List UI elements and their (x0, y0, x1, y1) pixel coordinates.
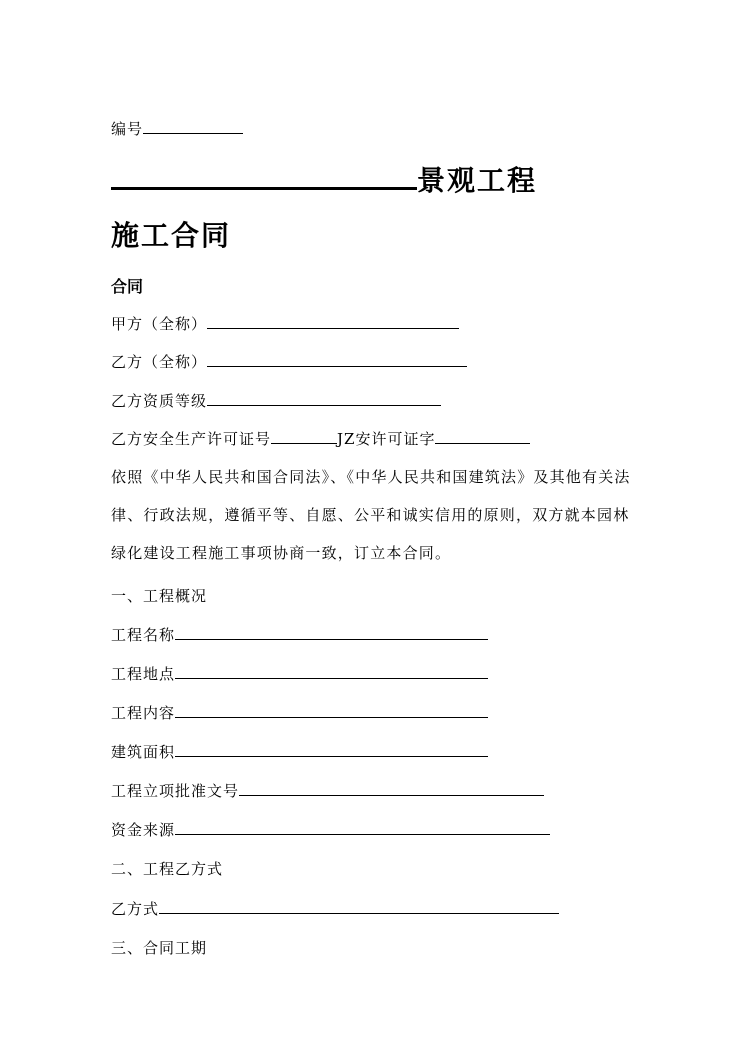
building-area-field (111, 741, 488, 762)
qualification-field (111, 390, 441, 411)
section-heading: 合同 (111, 277, 144, 296)
method-heading: 二、工程乙方式 (111, 860, 224, 878)
safety-license-blank[interactable] (271, 429, 337, 444)
party-b-field (111, 351, 467, 372)
approval-number-input[interactable] (239, 781, 544, 796)
serial-number-blank[interactable] (143, 119, 243, 134)
project-name-label: 工程名称 (111, 626, 176, 644)
period-heading: 三、合同工期 (111, 939, 208, 957)
party-b-blank[interactable] (207, 352, 467, 367)
funding-source-input[interactable] (175, 820, 550, 835)
building-area-input[interactable] (175, 742, 488, 757)
overview-heading: 一、工程概况 (111, 587, 208, 605)
method-input[interactable] (159, 899, 559, 914)
building-area-label: 建筑面积 (111, 743, 176, 761)
qualification-label: 乙方资质等级 (111, 392, 208, 410)
approval-number-label: 工程立项批准文号 (111, 782, 240, 800)
safety-license-label: 乙方安全生产许可证号 (111, 430, 272, 448)
method-label: 乙方式 (111, 900, 160, 918)
project-name-field (111, 624, 488, 645)
project-location-input[interactable] (175, 664, 488, 679)
project-name-input[interactable] (175, 625, 488, 640)
project-name-blank[interactable] (111, 153, 417, 190)
title-line-2: 施工合同 (111, 219, 232, 252)
qualification-blank[interactable] (207, 391, 441, 406)
party-a-blank[interactable] (207, 314, 459, 329)
license-field (111, 428, 530, 449)
serial-number-field (111, 118, 243, 139)
method-field (111, 898, 559, 919)
jz-license-blank[interactable] (435, 429, 530, 444)
funding-source-label: 资金来源 (111, 821, 176, 839)
project-location-label: 工程地点 (111, 665, 176, 683)
jz-license-label: JZ安许可证字 (337, 430, 436, 448)
party-b-label: 乙方（全称） (111, 353, 208, 371)
approval-number-field (111, 780, 544, 801)
project-content-label: 工程内容 (111, 704, 176, 722)
title-line-1 (111, 153, 537, 199)
funding-source-field (111, 819, 550, 840)
project-location-field (111, 663, 488, 684)
project-content-input[interactable] (175, 703, 488, 718)
party-a-label: 甲方（全称） (111, 315, 208, 333)
intro-paragraph: 依照《中华人民共和国合同法》、《中华人民共和国建筑法》及其他有关法律、行政法规，遵循平等、自愿、公平和诚实信用的原则，双方就本园林绿化建设工程施工事项协商一致，订立本合同。 (111, 468, 631, 562)
party-a-field (111, 313, 459, 334)
project-content-field (111, 702, 488, 723)
serial-number-label: 编号 (111, 120, 144, 138)
title-text-1: 景观工程 (417, 164, 538, 197)
